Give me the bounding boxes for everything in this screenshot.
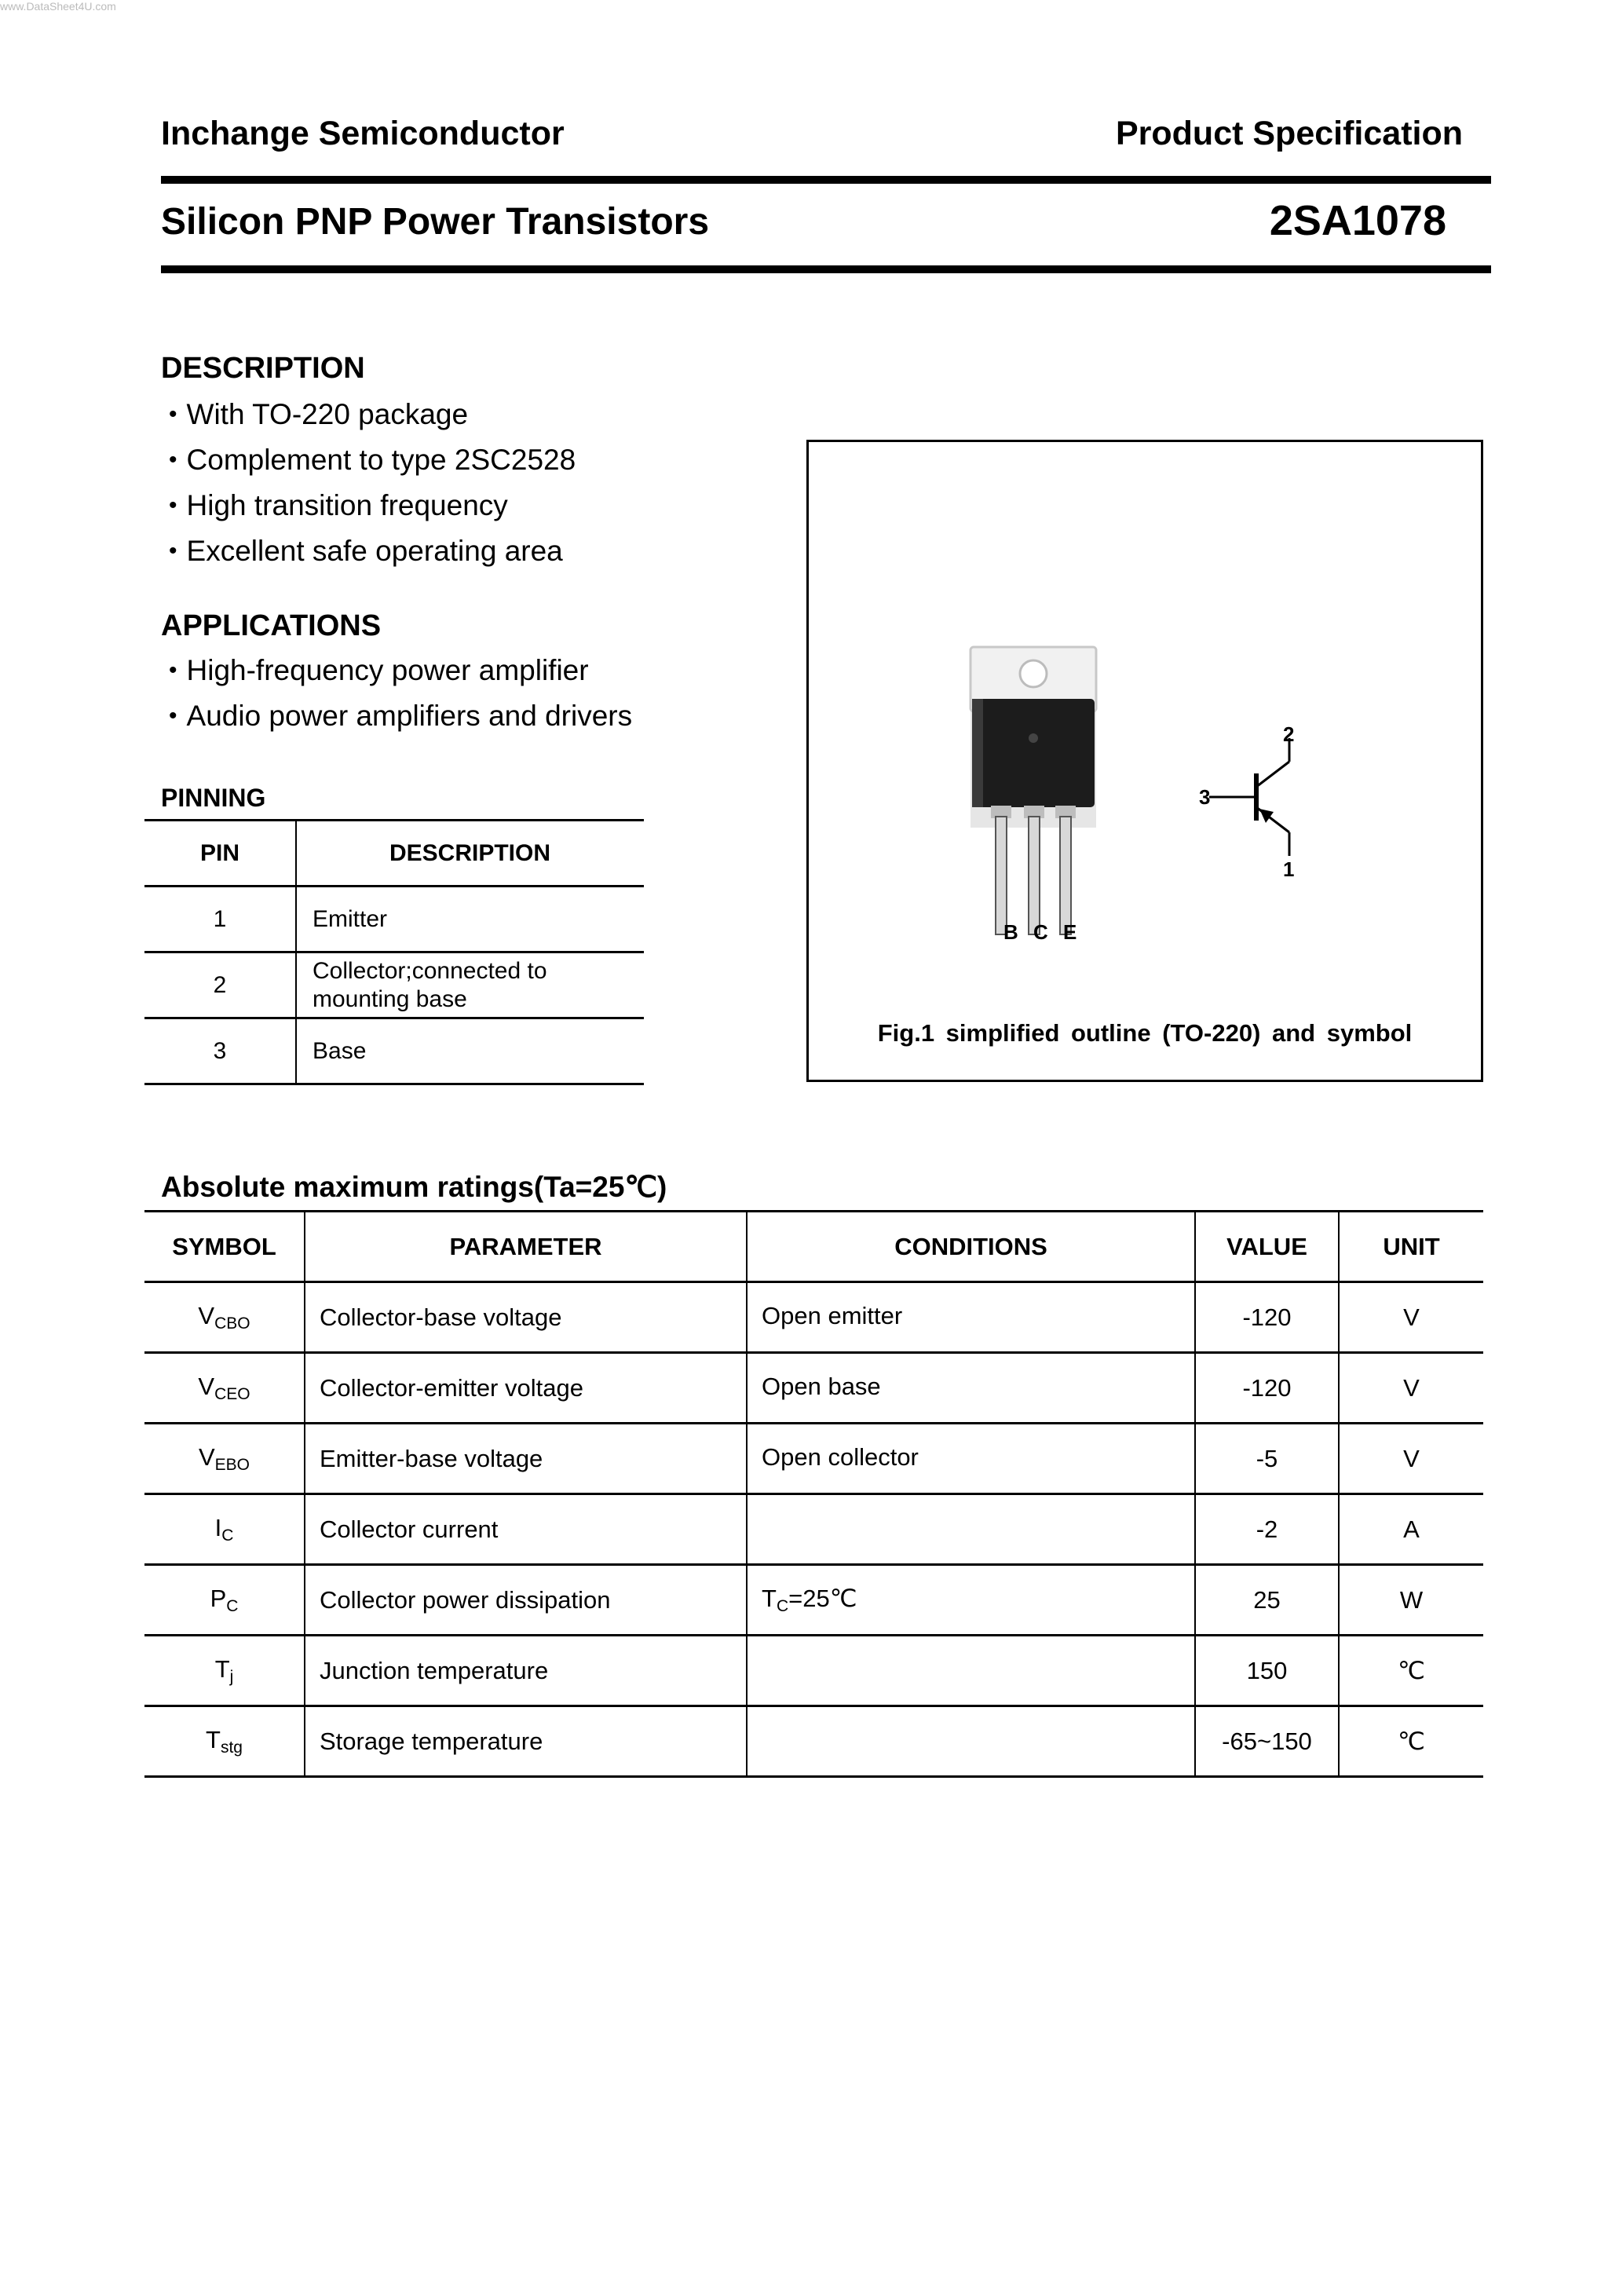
conditions-text: Open base [762,1372,881,1400]
company-name: Inchange Semiconductor [161,115,565,152]
conditions-cell [747,1636,1195,1706]
symbol-letter: P [210,1584,227,1612]
table-row [144,1282,1483,1353]
desc-col-header: DESCRIPTION [296,821,644,887]
pin-description-text: Emitter [313,905,388,932]
symbol-letter: T [206,1725,221,1753]
table-row [144,887,644,952]
parameter-cell: Collector power dissipation [305,1565,747,1636]
symbol-letter: V [198,1372,215,1400]
ratings-heading: Absolute maximum ratings(Ta=25℃) [161,1171,667,1203]
part-number: 2SA1078 [1269,197,1446,244]
package-pin-labels: B C E [1003,920,1082,944]
parameter-cell: Collector current [305,1494,747,1565]
pin-description [296,887,644,952]
pin-description-text: Collector;connected to [313,957,547,984]
symbol-cell [144,1424,305,1494]
parameter-cell: Emitter-base voltage [305,1424,747,1494]
unit-cell: V [1339,1353,1483,1424]
applications-list [169,649,632,740]
value-cell: 25 [1195,1565,1339,1636]
pin-description-text-2: mounting base [313,985,467,1012]
symbol-cell [144,1706,305,1777]
symbol-cell [144,1282,305,1353]
pinning-header-row [144,821,644,887]
symbol-letter: V [198,1442,215,1471]
unit-cell: W [1339,1565,1483,1636]
symbol-pin-2-label: 2 [1283,722,1295,746]
parameter-cell: Collector-emitter voltage [305,1353,747,1424]
parameter-cell: Junction temperature [305,1636,747,1706]
description-item: • Complement to type 2SC2528 [169,438,576,484]
unit-cell: V [1339,1282,1483,1353]
pin-number: 3 [144,1018,296,1084]
conditions-cell [747,1282,1195,1353]
pin-description-text: Base [313,1037,367,1064]
application-item: • Audio power amplifiers and drivers [169,694,632,740]
pinning-heading: PINNING [161,784,266,812]
pin-col-header: PIN [144,821,296,887]
pin-number: 2 [144,952,296,1018]
unit-cell: A [1339,1494,1483,1565]
conditions-cell [747,1494,1195,1565]
conditions-col-header: CONDITIONS [747,1212,1195,1282]
to220-package-image [964,644,1121,950]
symbol-subscript: stg [220,1738,243,1757]
symbol-pin-3-label: 3 [1199,785,1211,809]
parameter-cell: Collector-base voltage [305,1282,747,1353]
symbol-cell [144,1565,305,1636]
ratings-header-row [144,1212,1483,1282]
symbol-letter: T [214,1654,230,1683]
conditions-text: Open collector [762,1442,919,1471]
table-row [144,1636,1483,1706]
parameter-cell: Storage temperature [305,1706,747,1777]
conditions-cell [747,1706,1195,1777]
value-cell: -65~150 [1195,1706,1339,1777]
value-cell: -120 [1195,1282,1339,1353]
description-item: • High transition frequency [169,484,576,529]
conditions-text: T [762,1584,777,1612]
description-item: • Excellent safe operating area [169,529,576,575]
conditions-subscript: C [776,1596,789,1615]
symbol-subscript: j [229,1667,234,1686]
conditions-tail: =25℃ [788,1584,857,1612]
value-cell: -5 [1195,1424,1339,1494]
symbol-cell [144,1636,305,1706]
conditions-cell [747,1565,1195,1636]
symbol-subscript: C [226,1596,239,1615]
conditions-cell [747,1353,1195,1424]
ratings-table [144,1210,1483,1778]
symbol-letter: V [198,1301,215,1329]
pin-number: 1 [144,887,296,952]
symbol-subscript: C [221,1526,234,1545]
value-col-header: VALUE [1195,1212,1339,1282]
parameter-col-header: PARAMETER [305,1212,747,1282]
symbol-col-header: SYMBOL [144,1212,305,1282]
table-row [144,1494,1483,1565]
description-list [169,393,576,575]
product-title: Silicon PNP Power Transistors [161,201,710,243]
table-row [144,1424,1483,1494]
pinning-table [144,819,644,1085]
watermark: www.DataSheet4U.com [0,0,116,13]
description-heading: DESCRIPTION [161,352,365,385]
table-row [144,1565,1483,1636]
table-row [144,1353,1483,1424]
value-cell: -2 [1195,1494,1339,1565]
symbol-letter: I [214,1513,222,1541]
value-cell: 150 [1195,1636,1339,1706]
symbol-subscript: CEO [214,1384,250,1403]
doc-type: Product Specification [1115,115,1463,152]
symbol-pin-1-label: 1 [1283,857,1295,881]
conditions-text: Open emitter [762,1301,903,1329]
figure-box [806,440,1483,1082]
unit-col-header: UNIT [1339,1212,1483,1282]
pin-description [296,1018,644,1084]
header-rule-bottom [161,265,1491,273]
unit-cell: ℃ [1339,1706,1483,1777]
value-cell: -120 [1195,1353,1339,1424]
unit-cell: V [1339,1424,1483,1494]
symbol-cell [144,1494,305,1565]
pin-description [296,952,644,1018]
table-row [144,1706,1483,1777]
header-rule-top [161,176,1491,184]
symbol-subscript: EBO [214,1455,250,1474]
figure-caption: Fig.1 simplified outline (TO-220) and symbol [877,1019,1413,1047]
table-row [144,1018,644,1084]
application-item: • High-frequency power amplifier [169,649,632,694]
unit-cell: ℃ [1339,1636,1483,1706]
symbol-subscript: CBO [214,1314,250,1333]
applications-heading: APPLICATIONS [161,609,382,642]
conditions-cell [747,1424,1195,1494]
description-item: • With TO-220 package [169,393,576,438]
symbol-cell [144,1353,305,1424]
table-row [144,952,644,1018]
